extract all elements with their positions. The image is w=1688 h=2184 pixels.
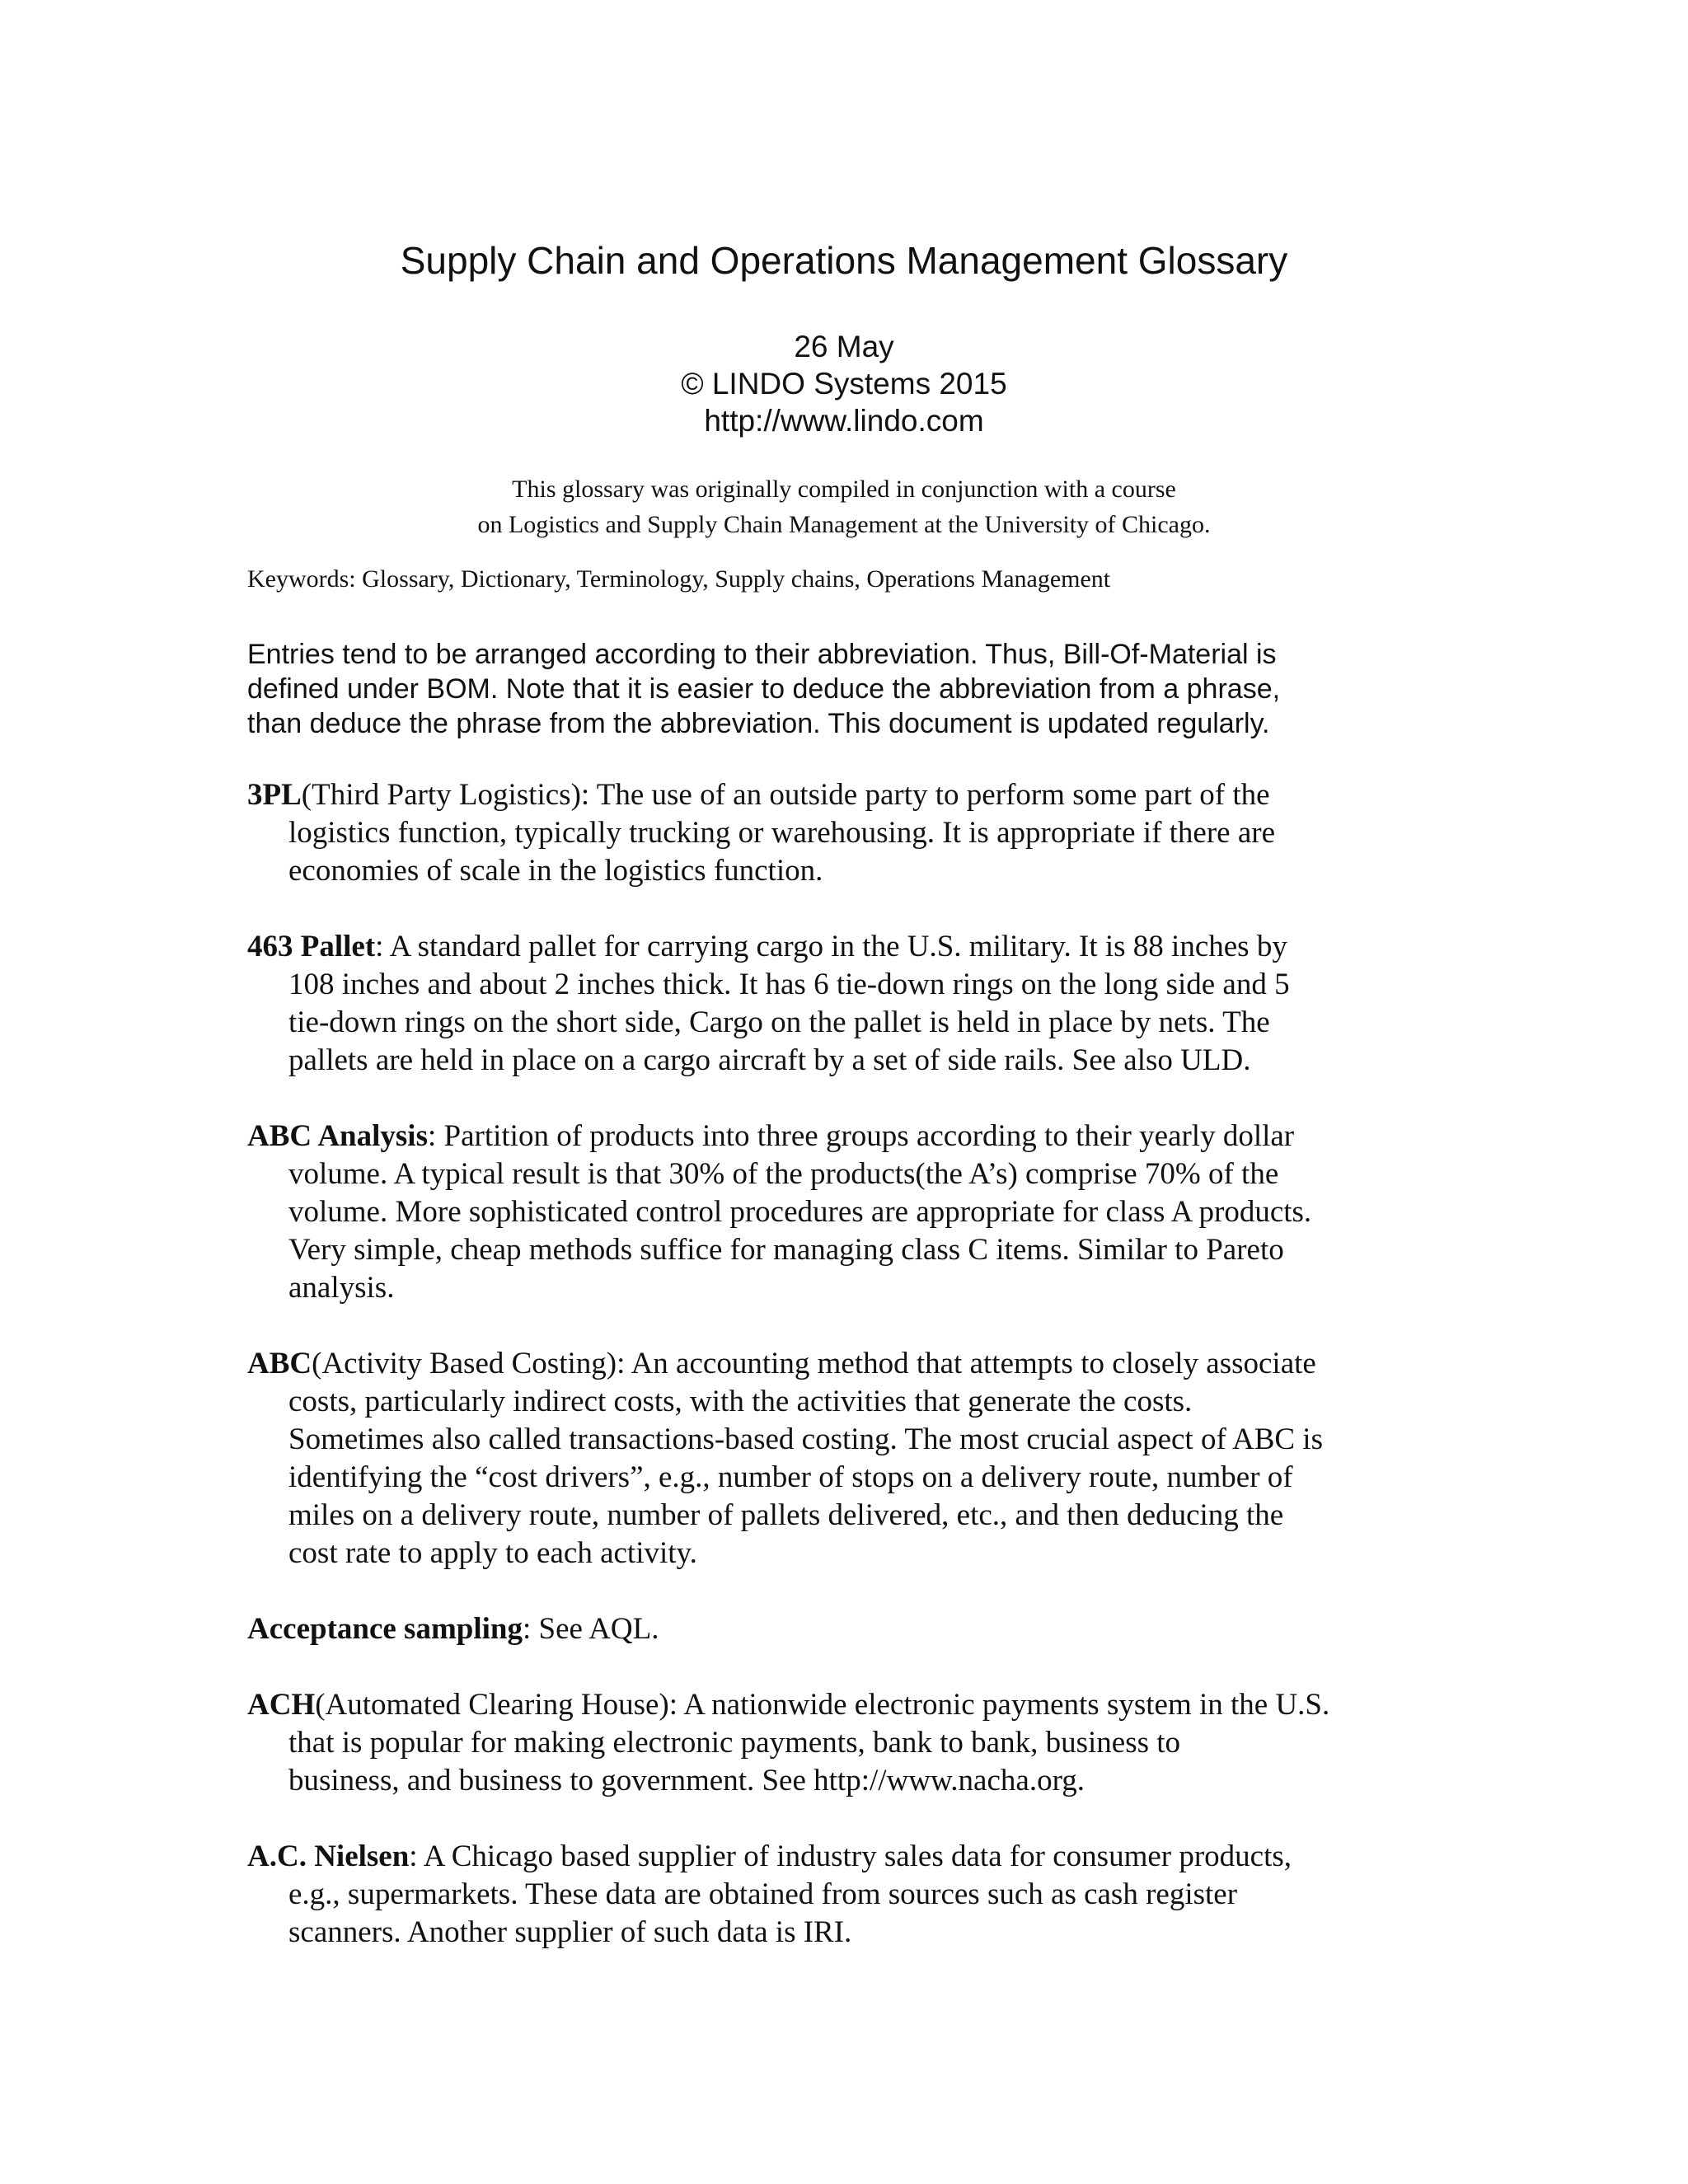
note-line: defined under BOM. Note that it is easier to deduce the abbreviation from a phrase, xyxy=(247,673,1281,705)
website-url: http://www.lindo.com xyxy=(704,404,984,438)
entry-definition-line: 108 inches and about 2 inches thick. It has 6 tie-down rings on the long side and 5 xyxy=(288,968,1290,1001)
intro-paragraph xyxy=(0,471,1688,542)
entry-term: Acceptance sampling xyxy=(247,1612,523,1646)
intro-line: This glossary was originally compiled in conjunction with a course xyxy=(512,476,1176,503)
entry-definition: (Automated Clearing House): A nationwide electronic payments system in the U.S. xyxy=(315,1688,1330,1722)
glossary-entry xyxy=(247,1610,1467,1648)
page-title: Supply Chain and Operations Management Glossary xyxy=(400,239,1288,282)
glossary-entries xyxy=(247,776,1467,1990)
copyright-line: © LINDO Systems 2015 xyxy=(681,367,1007,401)
entry-definition-line: cost rate to apply to each activity. xyxy=(288,1536,697,1570)
entry-definition: : A standard pallet for carrying cargo in the U.S. military. It is 88 inches by xyxy=(375,930,1287,963)
entry-definition-line: economies of scale in the logistics function. xyxy=(288,854,823,888)
glossary-entry xyxy=(247,1686,1467,1800)
entry-definition-line: analysis. xyxy=(288,1271,395,1305)
entry-definition: : See AQL. xyxy=(523,1612,659,1646)
entry-definition-line: costs, particularly indirect costs, with the activities that generate the costs. xyxy=(288,1385,1193,1418)
entry-definition-line: volume. A typical result is that 30% of the products(the A’s) comprise 70% of the xyxy=(288,1157,1279,1191)
glossary-entry xyxy=(247,928,1467,1080)
entry-definition-line: business, and business to government. See http://www.nacha.org. xyxy=(288,1764,1085,1797)
glossary-entry xyxy=(247,1118,1467,1307)
intro-line: on Logistics and Supply Chain Management at the University of Chicago. xyxy=(477,511,1211,538)
entry-definition-line: Sometimes also called transactions-based costing. The most crucial aspect of ABC is xyxy=(288,1422,1323,1456)
keywords-line: Keywords: Glossary, Dictionary, Terminology, Supply chains, Operations Management xyxy=(247,565,1111,593)
glossary-entry xyxy=(247,776,1467,890)
entry-definition: : Partition of products into three groups according to their yearly dollar xyxy=(427,1119,1295,1153)
entry-definition-line: pallets are held in place on a cargo aircraft by a set of side rails. See also ULD. xyxy=(288,1043,1251,1077)
entry-term: ABC xyxy=(247,1347,312,1380)
glossary-entry xyxy=(247,1838,1467,1952)
note-line: Entries tend to be arranged according to their abbreviation. Thus, Bill-Of-Material is xyxy=(247,639,1277,670)
entry-term: ACH xyxy=(247,1688,316,1722)
entry-definition-line: logistics function, typically trucking or warehousing. It is appropriate if there are xyxy=(288,816,1276,850)
document-date: 26 May xyxy=(794,330,894,363)
entry-definition: (Third Party Logistics): The use of an outside party to perform some part of the xyxy=(301,778,1270,812)
arrangement-note xyxy=(247,637,1280,741)
entry-definition: (Activity Based Costing): An accounting method that attempts to closely associate xyxy=(312,1347,1316,1380)
glossary-entry xyxy=(247,1345,1467,1572)
entry-term: A.C. Nielsen xyxy=(247,1840,410,1873)
entry-definition-line: tie-down rings on the short side, Cargo on the pallet is held in place by nets. The xyxy=(288,1005,1270,1039)
entry-term: ABC Analysis xyxy=(247,1119,428,1153)
note-line: than deduce the phrase from the abbreviation. This document is updated regularly. xyxy=(247,708,1270,739)
entry-definition-line: miles on a delivery route, number of pallets delivered, etc., and then deducing the xyxy=(288,1498,1284,1532)
entry-definition-line: Very simple, cheap methods suffice for managing class C items. Similar to Pareto xyxy=(288,1233,1284,1267)
entry-term: 3PL xyxy=(247,778,302,812)
entry-definition-line: identifying the “cost drivers”, e.g., number of stops on a delivery route, number of xyxy=(288,1460,1293,1494)
entry-term: 463 Pallet xyxy=(247,930,376,963)
entry-definition: : A Chicago based supplier of industry sales data for consumer products, xyxy=(409,1840,1292,1873)
document-meta xyxy=(0,328,1688,439)
entry-definition-line: volume. More sophisticated control procedures are appropriate for class A products. xyxy=(288,1195,1312,1229)
entry-definition-line: scanners. Another supplier of such data is IRI. xyxy=(288,1915,852,1949)
entry-definition-line: e.g., supermarkets. These data are obtained from sources such as cash register xyxy=(288,1877,1238,1911)
entry-definition-line: that is popular for making electronic payments, bank to bank, business to xyxy=(288,1726,1181,1760)
